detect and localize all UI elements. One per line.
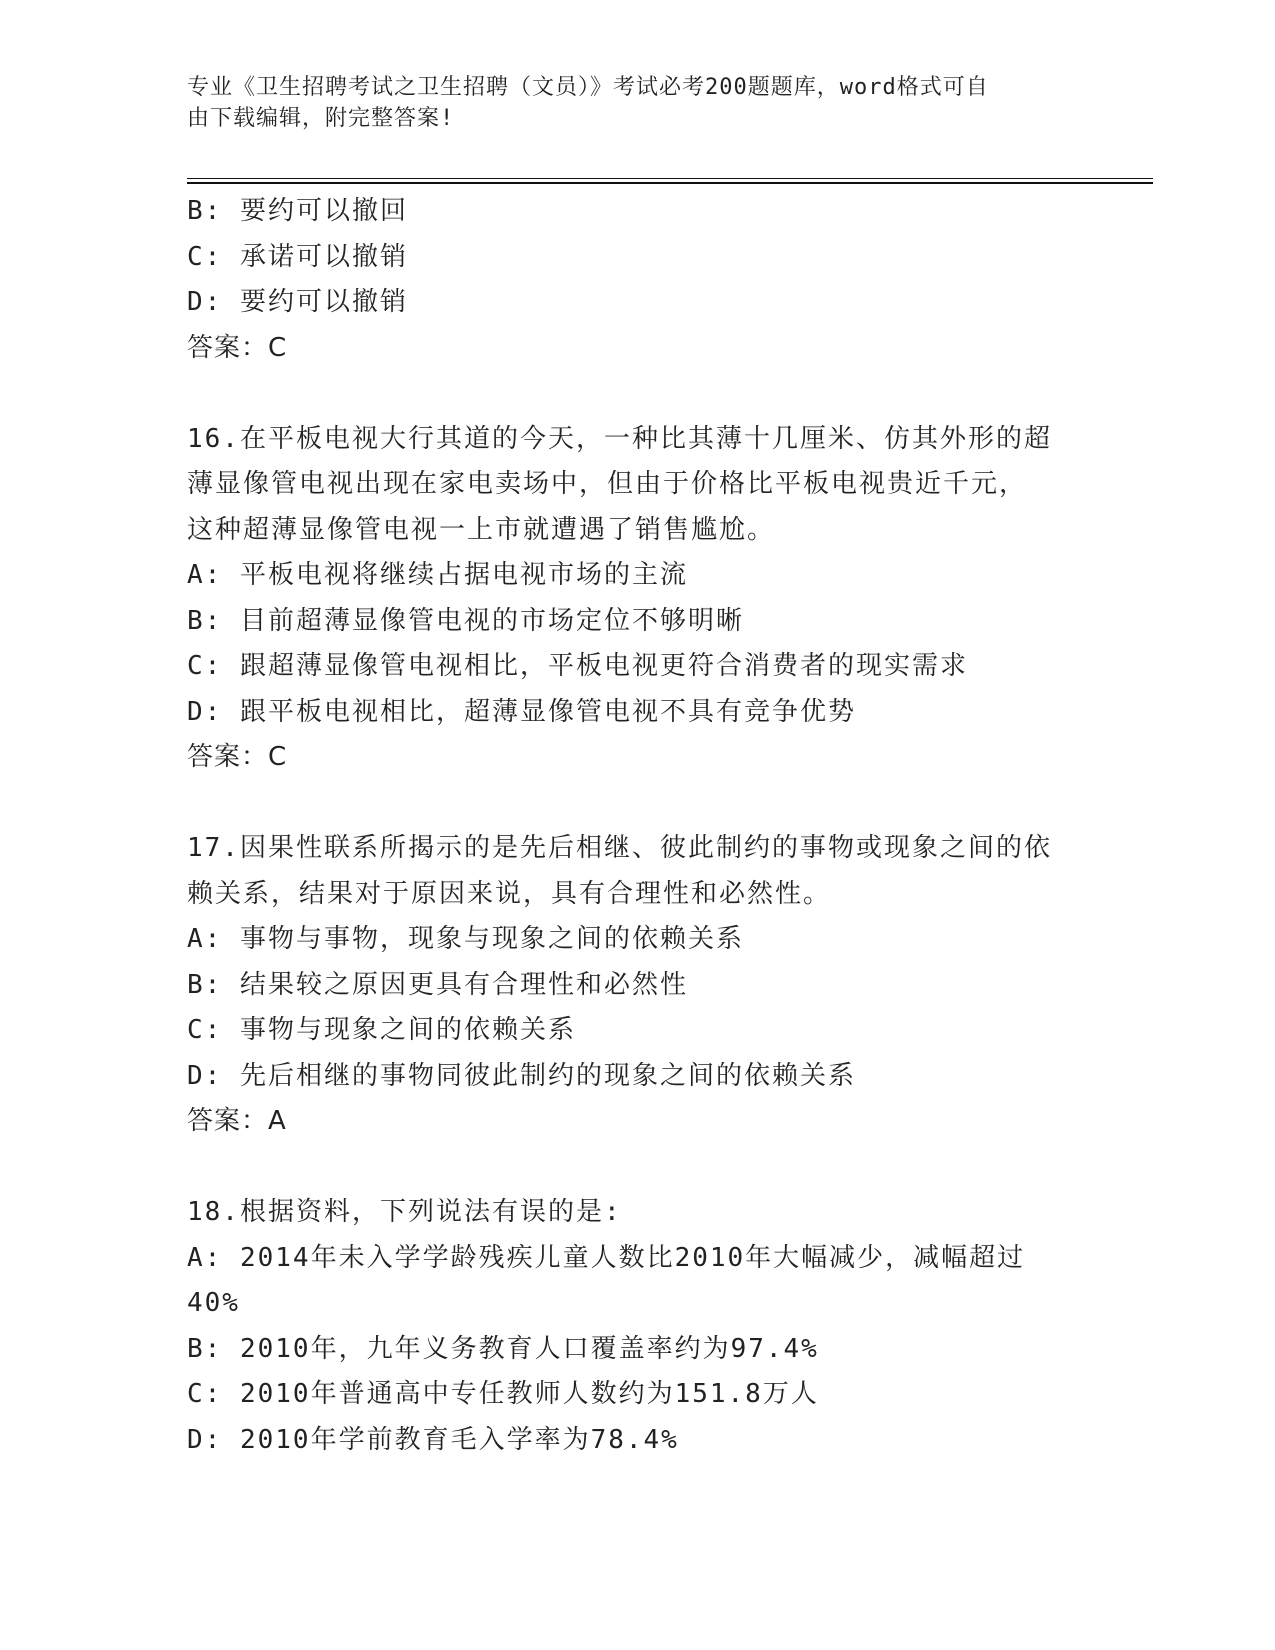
option-d: D: 2010年学前教育毛入学率为78.4% (187, 1424, 679, 1455)
spacer (187, 781, 1087, 827)
option-c: C: 承诺可以撤销 (187, 241, 408, 272)
option-a-continuation: 40% (187, 1288, 240, 1318)
question-block-17 (187, 826, 1087, 1145)
header-divider-thin (187, 178, 1153, 179)
header-title-line-2: 由下载编辑，附完整答案! (187, 106, 455, 131)
option-a: A: 事物与事物，现象与现象之间的依赖关系 (187, 924, 744, 954)
answer-line: 答案：C (187, 332, 288, 363)
question-block-15 (187, 189, 1087, 371)
option-c: C: 事物与现象之间的依赖关系 (187, 1015, 576, 1045)
question-stem-line: 16.在平板电视大行其道的今天，一种比其薄十几厘米、仿其外形的超 (187, 423, 1052, 454)
option-b: B: 结果较之原因更具有合理性和必然性 (187, 969, 688, 1000)
option-d: D: 要约可以撤销 (187, 287, 408, 317)
question-stem-line: 这种超薄显像管电视一上市就遭遇了销售尴尬。 (187, 514, 776, 545)
option-d: D: 跟平板电视相比，超薄显像管电视不具有竞争优势 (187, 696, 856, 727)
spacer (187, 371, 1087, 417)
option-b: B: 要约可以撤回 (187, 196, 408, 226)
header-divider-thick (187, 182, 1153, 184)
answer-line: 答案：C (187, 742, 288, 772)
option-a: A: 2014年未入学学龄残疾儿童人数比2010年大幅减少，减幅超过 (187, 1242, 1026, 1273)
option-b: B: 2010年，九年义务教育人口覆盖率约为97.4% (187, 1333, 819, 1364)
question-block-18 (187, 1190, 1087, 1463)
header-title-line-1: 专业《卫生招聘考试之卫生招聘（文员）》考试必考200题题库，word格式可自 (187, 75, 989, 100)
option-a: A: 平板电视将继续占据电视市场的主流 (187, 560, 688, 590)
question-stem-line: 薄显像管电视出现在家电卖场中，但由于价格比平板电视贵近千元， (187, 469, 1028, 499)
answer-line: 答案：A (187, 1106, 287, 1136)
option-d: D: 先后相继的事物同彼此制约的现象之间的依赖关系 (187, 1060, 856, 1091)
question-stem-line: 17.因果性联系所揭示的是先后相继、彼此制约的事物或现象之间的依 (187, 833, 1052, 863)
spacer (187, 1145, 1087, 1191)
document-header (187, 72, 1067, 134)
option-c: C: 2010年普通高中专任教师人数约为151.8万人 (187, 1379, 819, 1409)
question-block-16 (187, 417, 1087, 781)
document-body (187, 189, 1087, 1463)
question-stem-line: 18.根据资料，下列说法有误的是: (187, 1197, 622, 1227)
question-stem-line: 赖关系，结果对于原因来说，具有合理性和必然性。 (187, 878, 832, 909)
option-b: B: 目前超薄显像管电视的市场定位不够明晰 (187, 605, 744, 636)
option-c: C: 跟超薄显像管电视相比，平板电视更符合消费者的现实需求 (187, 651, 968, 681)
